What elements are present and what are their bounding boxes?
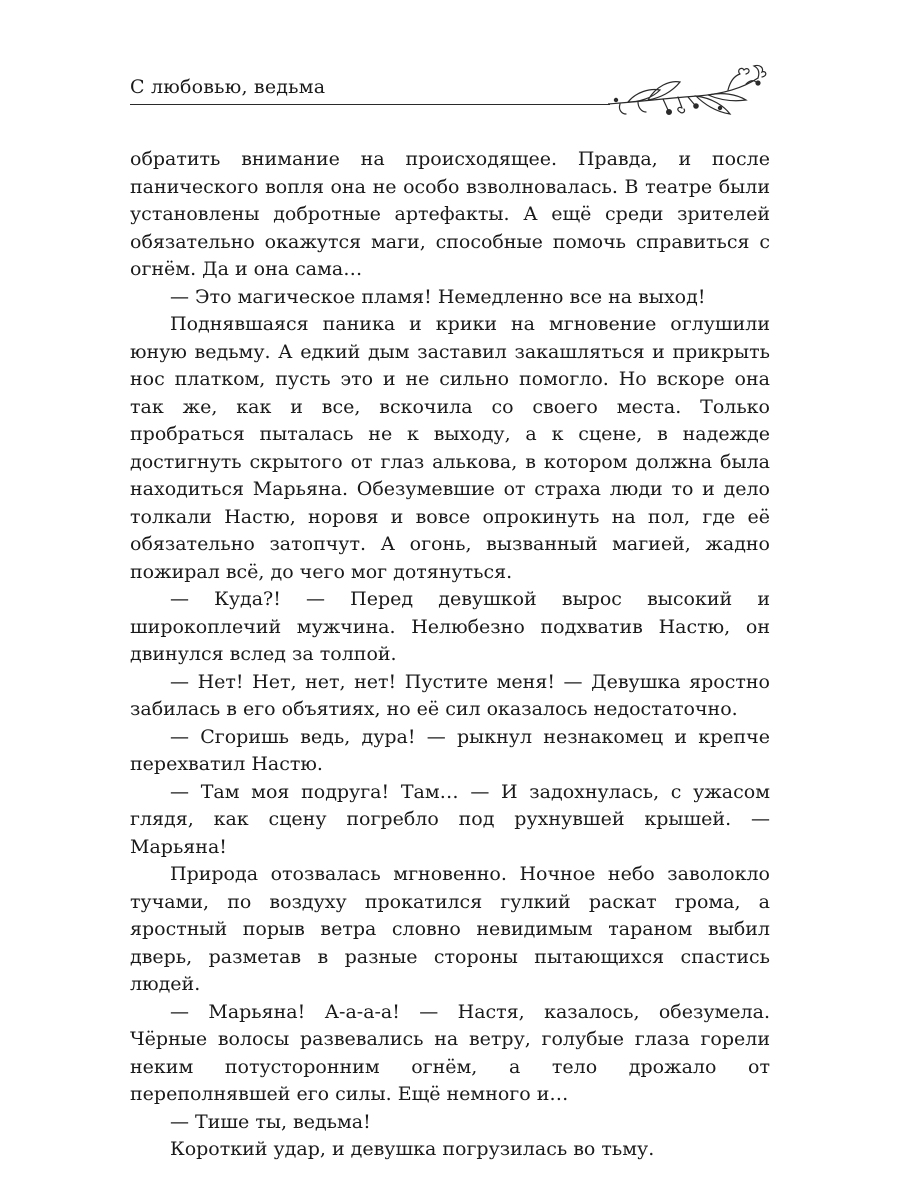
running-head <box>130 70 770 130</box>
paragraph: обратить внимание на происходящее. Правда, и после панического вопля она не особо взволновалась. В театре были установлены добротные артефакты. А ещё среди зрителей обязательно окажутся маги, способные помочь справиться с огнём. Да и она сама… <box>130 148 770 280</box>
paragraph: — Марьяна! А-а-а-а! — Настя, казалось, обезумела. Чёрные волосы развевались на ветру, голубые глаза горели неким потусторонним огнём, а тело дрожало от переполнявшей его силы. Ещё немного и… <box>130 1000 770 1105</box>
paragraph: Природа отозвалась мгновенно. Ночное небо заволокло тучами, по воздуху прокатился гулкий раскат грома, а яростный порыв ветра словно невидимым тараном выбил дверь, разметав в разные стороны пытающихся спастись людей. <box>130 863 770 995</box>
paragraph: — Нет! Нет, нет, нет! Пустите меня! — Девушка яростно забилась в его объятиях, но её сил оказалось недостаточно. <box>130 670 770 720</box>
body-text <box>130 146 770 1164</box>
paragraph: — Сгоришь ведь, дура! — рыкнул незнакомец и крепче перехватил Настю. <box>130 725 770 775</box>
running-title: С любовью, ведьма <box>130 76 326 98</box>
floral-branch-icon <box>608 64 770 130</box>
paragraph: — Тише ты, ведьма! <box>170 1110 371 1133</box>
paragraph: — Куда?! — Перед девушкой вырос высокий и широкоплечий мужчина. Нелюбезно подхватив Настю, он двинулся вслед за толпой. <box>130 588 770 665</box>
paragraph: — Там моя подруга! Там… — И задохнулась, с ужасом глядя, как сцену погребло под рухнувшей крышей. — Марьяна! <box>130 780 770 858</box>
paragraph: — Это магическое пламя! Немедленно все на выход! <box>170 285 706 308</box>
header-rule <box>130 104 610 105</box>
paragraph: Короткий удар, и девушка погрузилась во тьму. <box>170 1138 655 1160</box>
paragraph: Поднявшаяся паника и крики на мгновение оглушили юную ведьму. А едкий дым заставил закашляться и прикрыть нос платком, пусть это и не сильно помогло. Но вскоре она так же, как и все, вскочила со своего места. Только пробраться пыталась не к выходу, а к сцене, в надежде достигнуть скрытого от глаз алькова, в котором должна была находиться Марьяна. Обезумевшие от страха люди то и дело толкали Настю, норовя и вовсе опрокинуть на пол, где её обязательно затопчут. А огонь, вызванный магией, жадно пожирал всё, до чего мог дотянуться. <box>130 313 770 583</box>
